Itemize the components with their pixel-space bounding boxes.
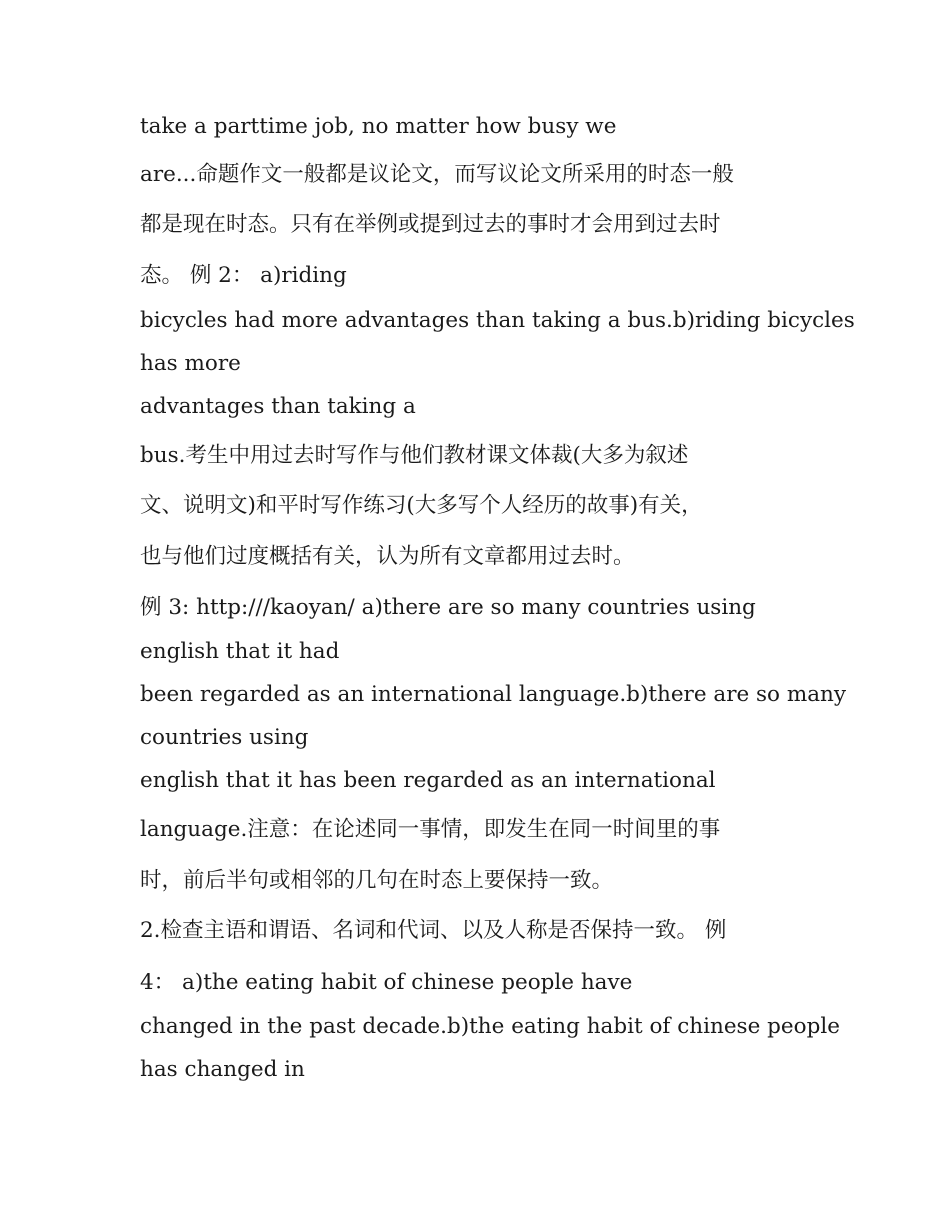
text-line: 例 3: http:///kaoyan/ a)there are so many countries using xyxy=(140,595,756,620)
text-line: 也与他们过度概括有关，认为所有文章都用过去时。 xyxy=(140,544,635,569)
text-line: countries using xyxy=(140,725,309,750)
text-line: english that it has been regarded as an international xyxy=(140,768,716,793)
text-line: has more xyxy=(140,351,241,376)
text-line: 2.检查主语和谓语、名词和代词、以及人称是否保持一致。 例 xyxy=(140,918,727,943)
text-line: 时，前后半句或相邻的几句在时态上要保持一致。 xyxy=(140,868,614,893)
text-line: advantages than taking a xyxy=(140,394,416,419)
text-line: language.注意：在论述同一事情，即发生在同一时间里的事 xyxy=(140,817,721,842)
text-line: has changed in xyxy=(140,1057,305,1082)
text-line: 都是现在时态。只有在举例或提到过去的事时才会用到过去时 xyxy=(140,212,721,237)
text-line: 4： a)the eating habit of chinese people have xyxy=(140,970,633,995)
text-line: been regarded as an international language.b)there are so many xyxy=(140,682,847,707)
text-line: 文、说明文)和平时写作练习(大多写个人经历的故事)有关， xyxy=(140,493,703,518)
text-line: changed in the past decade.b)the eating habit of chinese people xyxy=(140,1014,840,1039)
text-line: are...命题作文一般都是议论文，而写议论文所采用的时态一般 xyxy=(140,162,734,187)
text-line: bicycles had more advantages than taking a bus.b)riding bicycles xyxy=(140,308,855,333)
text-line: bus.考生中用过去时写作与他们教材课文体裁(大多为叙述 xyxy=(140,443,689,468)
text-line: english that it had xyxy=(140,639,340,664)
text-line: 态。 例 2： a)riding xyxy=(140,263,347,288)
text-line: take a parttime job, no matter how busy we xyxy=(140,114,617,139)
